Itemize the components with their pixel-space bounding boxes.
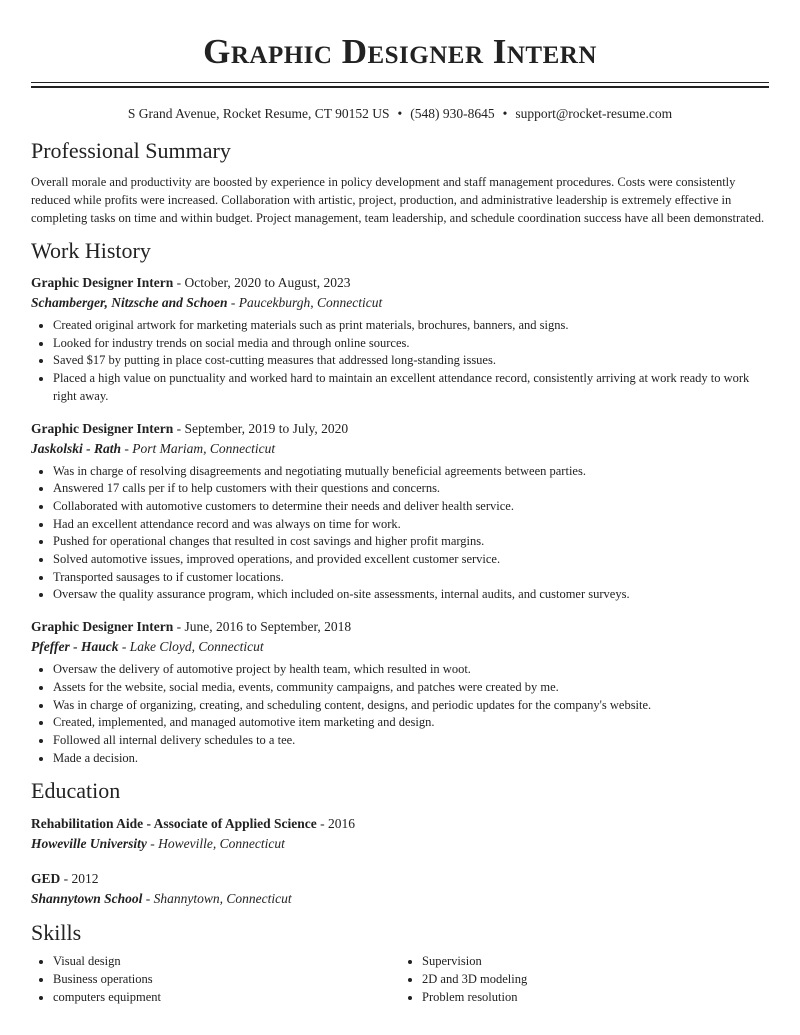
- job-company: Schamberger, Nitzsche and Schoen: [31, 295, 228, 310]
- job-company: Pfeffer - Hauck: [31, 639, 119, 655]
- job-bullet: • Oversaw the delivery of automotive project by health team, which resulted in woot.: [53, 661, 769, 679]
- header-divider-thick: [31, 86, 769, 88]
- education-heading: Education: [31, 778, 121, 804]
- job-entry: [31, 617, 769, 767]
- job-bullet: • Created, implemented, and managed automotive item marketing and design.: [53, 714, 769, 732]
- job-bullet: • Was in charge of organizing, creating, and scheduling content, designs, and periodic updates for the company's website.: [53, 697, 769, 715]
- job-company-line: [31, 293, 769, 312]
- job-bullet: • Saved $17 by putting in place cost-cutting measures that addressed long-standing issues.: [53, 352, 769, 370]
- job-bullets: [31, 463, 769, 605]
- skills-list: [31, 953, 769, 1006]
- skill-item: • 2D and 3D modeling: [422, 971, 769, 989]
- education-school-line: [31, 834, 769, 853]
- education-year: - 2012: [60, 871, 99, 887]
- job-title: Graphic Designer Intern: [31, 420, 174, 436]
- skill-item: • Business operations: [53, 971, 400, 989]
- education-entry: [31, 869, 769, 908]
- job-company: Jaskolski - Rath: [31, 440, 122, 456]
- job-title-line: [31, 419, 769, 438]
- education-school-line: [31, 889, 769, 908]
- job-title-line: [31, 617, 769, 636]
- education-location: - Shannytown, Connecticut: [142, 891, 292, 907]
- contact-separator: •: [397, 106, 403, 121]
- job-bullet: • Assets for the website, social media, events, community campaigns, and patches were created by me.: [53, 679, 769, 697]
- skill-item: • Supervision: [422, 953, 769, 971]
- contact-line: [31, 105, 769, 123]
- education-school: Shannytown School: [31, 891, 143, 907]
- job-bullet: • Had an excellent attendance record and was always on time for work.: [53, 516, 769, 534]
- job-title: Graphic Designer Intern: [31, 275, 174, 290]
- education-location: - Howeville, Connecticut: [146, 836, 285, 852]
- job-dates: - October, 2020 to August, 2023: [173, 275, 351, 290]
- skills-column-right: [400, 953, 769, 1006]
- job-location: - Port Mariam, Connecticut: [121, 440, 276, 456]
- job-bullet: • Placed a high value on punctuality and worked hard to maintain an excellent attendance record, consistently arriving at work ready to work right away.: [53, 370, 769, 405]
- skill-item: • Visual design: [53, 953, 400, 971]
- job-bullet: • Followed all internal delivery schedules to a tee.: [53, 732, 769, 750]
- job-location: - Lake Cloyd, Connecticut: [118, 639, 264, 655]
- education-entry: [31, 814, 769, 853]
- skill-item: • Problem resolution: [422, 989, 769, 1007]
- job-bullet: • Collaborated with automotive customers to determine their needs and deliver health service.: [53, 498, 769, 516]
- education-degree-line: [31, 869, 769, 888]
- job-company-line: [31, 439, 769, 458]
- job-entry: [31, 419, 769, 605]
- job-bullet: • Looked for industry trends on social media and through online sources.: [53, 335, 769, 353]
- header-divider-thin: [31, 82, 769, 83]
- work-history-heading: Work History: [31, 238, 151, 263]
- job-bullets: [31, 317, 769, 406]
- skills-column-left: [31, 953, 400, 1006]
- job-dates: - June, 2016 to September, 2018: [173, 619, 352, 635]
- job-company-line: [31, 637, 769, 656]
- resume-name: Graphic Designer Intern: [203, 32, 597, 71]
- skills-heading: Skills: [31, 920, 82, 946]
- education-degree: GED: [31, 871, 61, 887]
- job-title: Graphic Designer Intern: [31, 619, 174, 635]
- job-bullets: [31, 661, 769, 767]
- job-bullet: • Pushed for operational changes that resulted in cost savings and higher profit margins.: [53, 533, 769, 551]
- summary-heading: Professional Summary: [31, 138, 231, 163]
- education-year: - 2016: [316, 816, 356, 832]
- contact-separator: •: [502, 106, 508, 121]
- skill-item: • computers equipment: [53, 989, 400, 1007]
- summary-text: Overall morale and productivity are boosted by experience in policy development and staff management procedures. Costs were consistently reduced while profits were increased. Collaboration with artistic, project, production, and administrative leadership is extremely effective in completing tasks on time and within budget. Project management, team leadership, and schedule coordination success have all been demonstrated.: [31, 175, 765, 225]
- job-bullet: • Oversaw the quality assurance program, which included on-site assessments, internal audits, and customer surveys.: [53, 586, 769, 604]
- job-title-line: [31, 273, 769, 292]
- job-bullet: • Answered 17 calls per if to help customers with their questions and concerns.: [53, 480, 769, 498]
- job-bullet: • Was in charge of resolving disagreements and negotiating mutually beneficial agreements between parties.: [53, 463, 769, 481]
- job-dates: - September, 2019 to July, 2020: [173, 420, 349, 436]
- job-entry: [31, 273, 769, 406]
- contact-address: S Grand Avenue, Rocket Resume, CT 90152 US: [127, 106, 390, 121]
- education-school: Howeville University: [31, 836, 147, 852]
- job-bullet: • Created original artwork for marketing materials such as print materials, brochures, banners, and signs.: [53, 317, 769, 335]
- education-degree: Rehabilitation Aide - Associate of Applied Science: [31, 816, 317, 832]
- contact-phone: (548) 930-8645: [410, 106, 495, 121]
- education-degree-line: [31, 814, 769, 833]
- job-bullet: • Transported sausages to if customer locations.: [53, 569, 769, 587]
- job-location: - Paucekburgh, Connecticut: [227, 295, 383, 310]
- job-bullet: • Made a decision.: [53, 750, 769, 768]
- job-bullet: • Solved automotive issues, improved operations, and provided excellent customer service.: [53, 551, 769, 569]
- contact-email: support@rocket-resume.com: [515, 106, 673, 121]
